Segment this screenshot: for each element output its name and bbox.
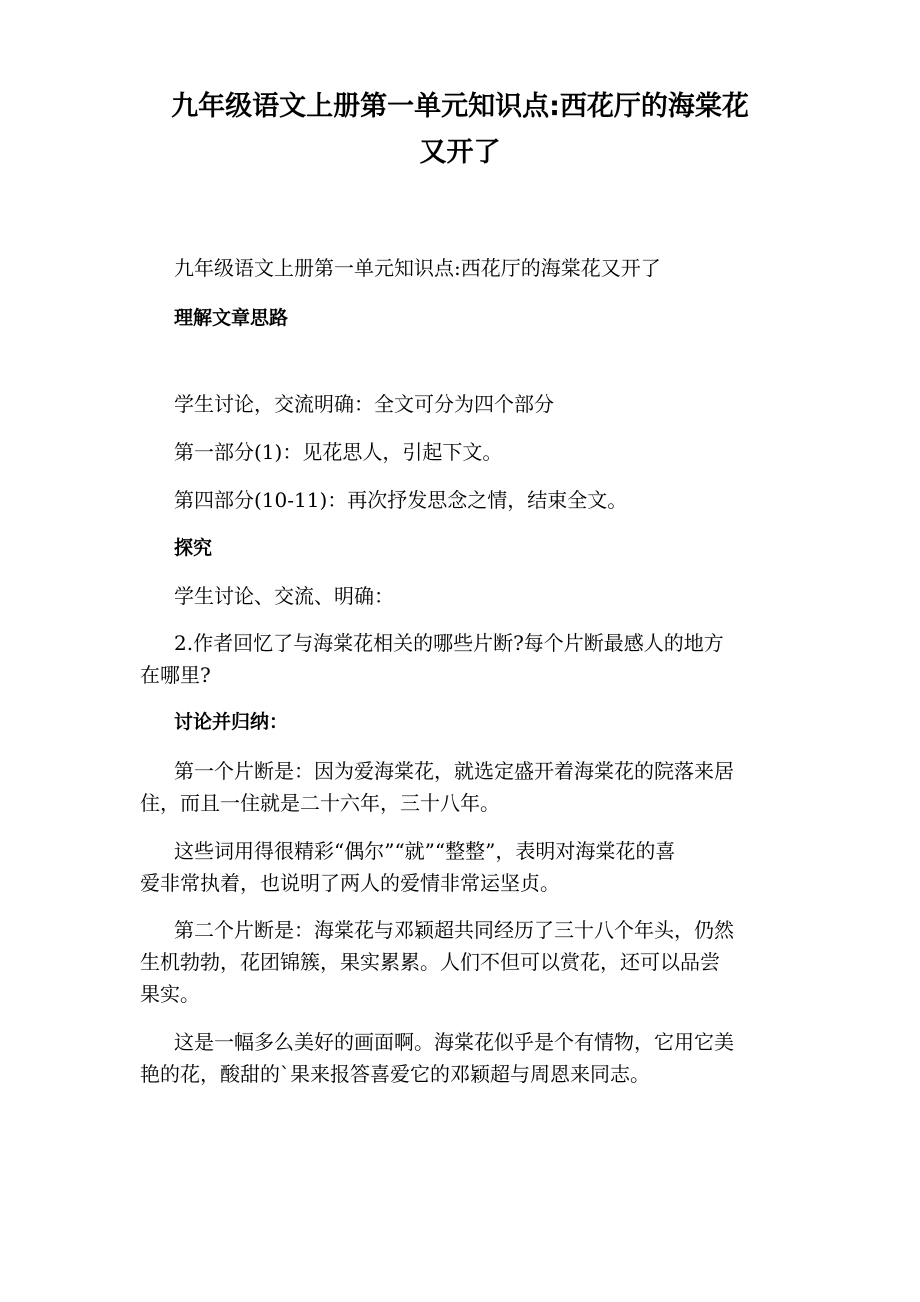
paragraph-discussion-intro: 学生讨论，交流明确：全文可分为四个部分 — [174, 392, 554, 416]
heading-discuss-summarize: 讨论并归纳： — [174, 711, 289, 733]
heading-explore: 探究 — [174, 537, 213, 559]
fragment-2-line-1: 第二个片断是：海棠花与邓颖超共同经历了三十八个年头，仍然 — [174, 918, 734, 942]
scene-line-1: 这是一幅多么美好的画面啊。海棠花似乎是个有情物，它用它美 — [174, 1030, 734, 1054]
paragraph-part-one: 第一部分(1)：见花思人，引起下文。 — [174, 440, 503, 464]
title-line-2: 又开了 — [419, 137, 501, 168]
fragment-2-line-2: 生机勃勃，花团锦簇，果实累累。人们不但可以赏花，还可以品尝 — [140, 950, 720, 974]
paragraph-part-four: 第四部分(10-11)：再次抒发思念之情，结束全文。 — [174, 488, 628, 512]
fragment-2-line-3: 果实。 — [140, 982, 200, 1006]
heading-understand-structure: 理解文章思路 — [174, 307, 289, 329]
question-2-line-1: 2.作者回忆了与海棠花相关的哪些片断?每个片断最感人的地方 — [174, 631, 724, 655]
subtitle-line: 九年级语文上册第一单元知识点:西花厅的海棠花又开了 — [174, 256, 661, 280]
words-comment-line-2: 爱非常执着，也说明了两人的爱情非常运坚贞。 — [140, 871, 560, 895]
scene-line-2: 艳的花，酸甜的`果来报答喜爱它的邓颖超与周恩来同志。 — [140, 1062, 650, 1086]
title-line-1: 九年级语文上册第一单元知识点:西花厅的海棠花 — [171, 91, 749, 122]
document-title — [140, 84, 780, 176]
paragraph-discuss-exchange: 学生讨论、交流、明确： — [174, 584, 394, 608]
question-2-line-2: 在哪里? — [140, 663, 211, 687]
words-comment-line-1: 这些词用得很精彩“偶尔”“就”“整整”，表明对海棠花的喜 — [174, 839, 676, 863]
fragment-1-line-2: 住，而且一住就是二十六年，三十八年。 — [140, 791, 500, 815]
fragment-1-line-1: 第一个片断是：因为爱海棠花，就选定盛开着海棠花的院落来居 — [174, 759, 734, 783]
